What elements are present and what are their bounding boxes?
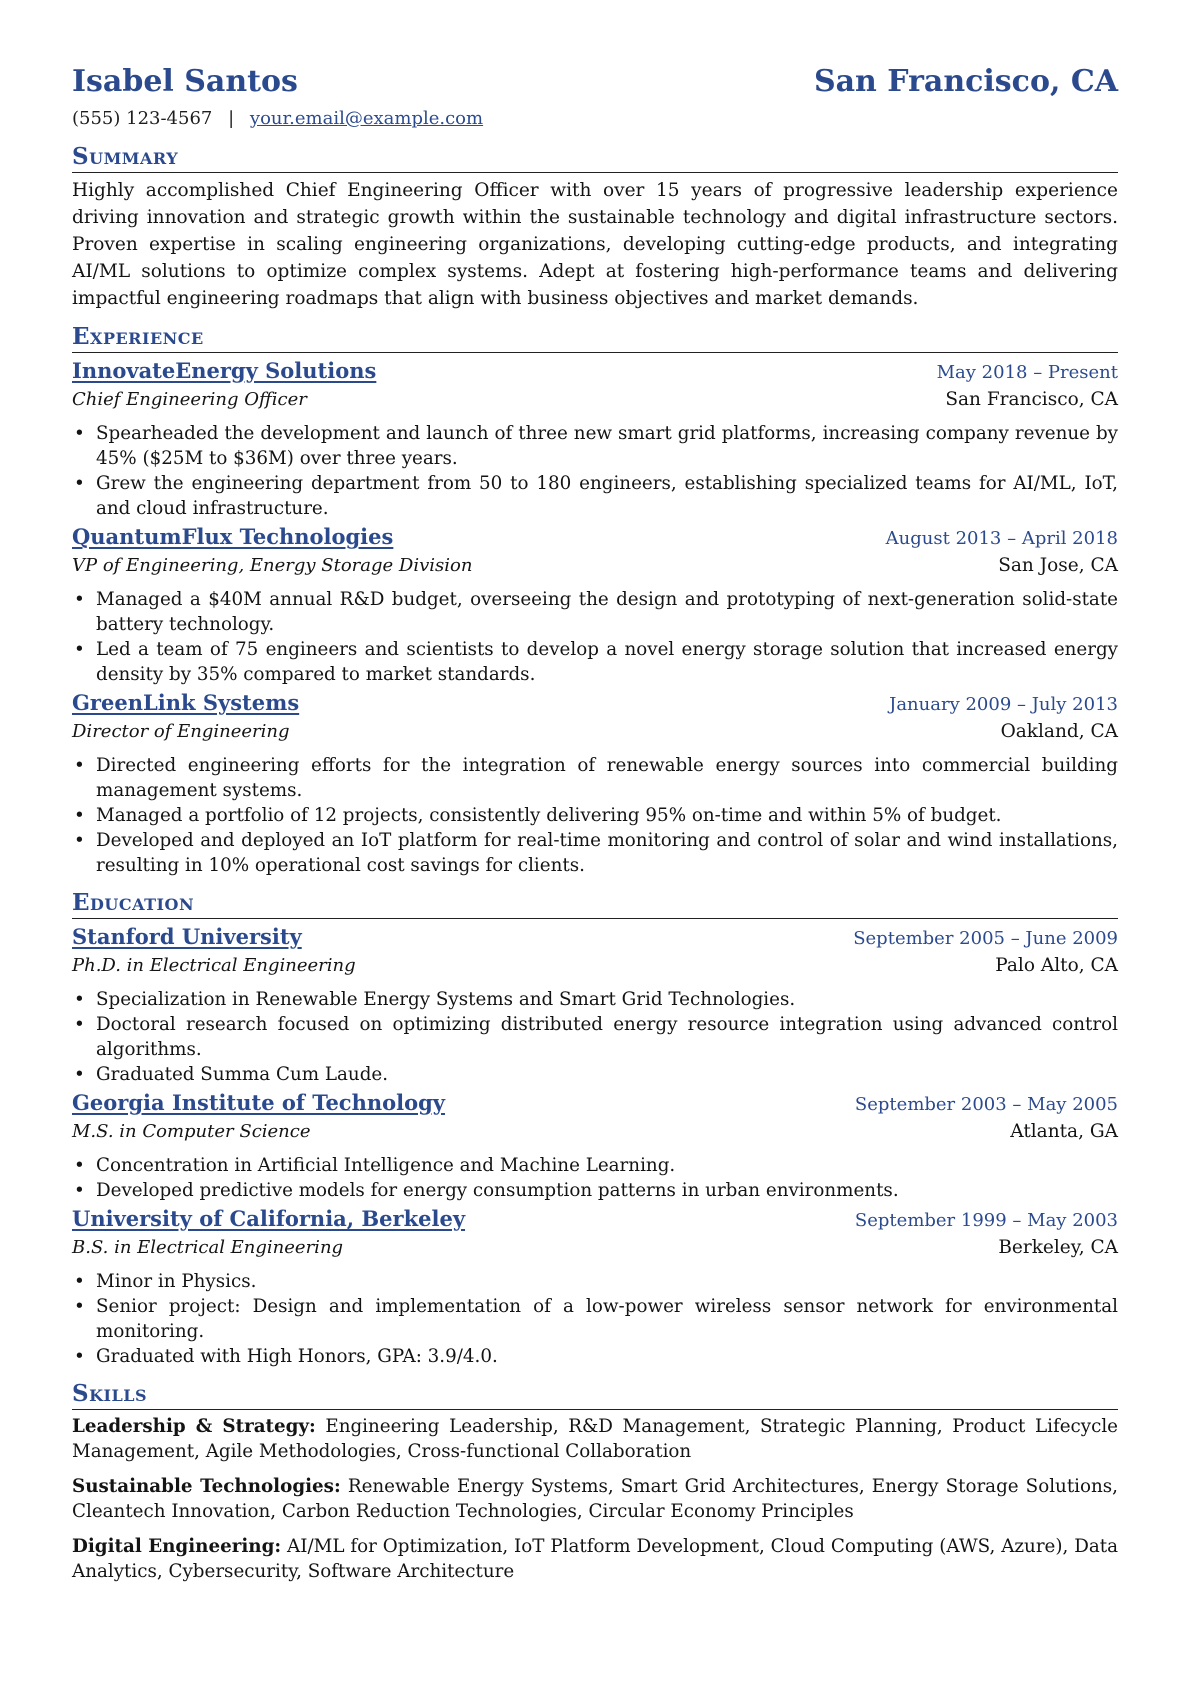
degree: M.S. in Computer Science — [72, 1121, 311, 1142]
job-bullets — [72, 421, 1118, 521]
job-title: Chief Engineering Officer — [72, 389, 307, 410]
job-bullets — [72, 753, 1118, 878]
bullet-item: • Grew the engineering department from 50 to 180 engineers, establishing specialized teams for AI/ML, IoT, and cloud infrastructure. — [96, 471, 1118, 521]
job-location: Oakland, CA — [1000, 721, 1118, 742]
company-link[interactable]: QuantumFlux Technologies — [72, 524, 394, 549]
bullet-item: • Minor in Physics. — [96, 1269, 1118, 1294]
bullet-item: • Managed a portfolio of 12 projects, consistently delivering 95% on-time and within 5% of budget. — [96, 803, 1118, 828]
email-link[interactable]: your.email@example.com — [249, 108, 484, 129]
bullet-item: • Graduated with High Honors, GPA: 3.9/4.0. — [96, 1344, 1118, 1369]
summary-text: Highly accomplished Chief Engineering Officer with over 15 years of progressive leadership experience driving innovation and strategic growth within the sustainable technology and digital infrastructure sectors. Proven expertise in scaling engineering organizations, developing cutting-edge products, and integrating AI/ML solutions to optimize complex systems. Adept at fostering high-performance teams and delivering impactful engineering roadmaps that align with business objectives and market demands. — [72, 180, 1118, 309]
education-entry — [72, 1205, 1118, 1369]
company-link[interactable]: InnovateEnergy Solutions — [72, 358, 377, 383]
skill-group — [72, 1474, 1118, 1524]
skill-category: Sustainable Technologies: — [72, 1476, 341, 1497]
bullet-item: • Spearheaded the development and launch of three new smart grid platforms, increasing company revenue by 45% ($25M to $36M) over three years. — [96, 421, 1118, 471]
bullet-item: • Led a team of 75 engineers and scientists to develop a novel energy storage solution that increased energy density by 35% compared to market standards. — [96, 637, 1118, 687]
bullet-item: • Graduated Summa Cum Laude. — [96, 1062, 1118, 1087]
study-dates: September 2005 – June 2009 — [853, 928, 1118, 949]
job-title: Director of Engineering — [72, 721, 290, 742]
school-location: Atlanta, GA — [1010, 1121, 1118, 1142]
candidate-location: San Francisco, CA — [813, 64, 1118, 99]
contact-separator: | — [228, 108, 235, 129]
degree: B.S. in Electrical Engineering — [72, 1237, 344, 1258]
experience-entry — [72, 357, 1118, 521]
skill-list: Renewable Energy Systems, Smart Grid Architectures, Energy Storage Solutions, Cleantech Innovation, Carbon Reduction Technologies, Circular Economy Principles — [72, 1476, 1118, 1522]
bullet-item: • Developed and deployed an IoT platform for real-time monitoring and control of solar and wind installations, resulting in 10% operational cost savings for clients. — [96, 828, 1118, 878]
bullet-item: • Senior project: Design and implementation of a low-power wireless sensor network for environmental monitoring. — [96, 1294, 1118, 1344]
study-dates: September 1999 – May 2003 — [854, 1210, 1118, 1231]
section-title-summary: Summary — [72, 142, 1118, 173]
school-link[interactable]: Georgia Institute of Technology — [72, 1090, 446, 1115]
bullet-item: • Directed engineering efforts for the integration of renewable energy sources into commercial building management systems. — [96, 753, 1118, 803]
skill-category: Leadership & Strategy: — [72, 1416, 316, 1437]
job-dates: January 2009 – July 2013 — [889, 694, 1118, 715]
education-bullets — [72, 987, 1118, 1087]
skill-group — [72, 1414, 1118, 1464]
section-title-skills: Skills — [72, 1379, 1118, 1410]
skill-list: Engineering Leadership, R&D Management, Strategic Planning, Product Lifecycle Management, Agile Methodologies, Cross-functional Collaboration — [72, 1416, 1119, 1462]
job-dates: May 2018 – Present — [936, 362, 1118, 383]
job-bullets — [72, 587, 1118, 687]
bullet-item: • Specialization in Renewable Energy Systems and Smart Grid Technologies. — [96, 987, 1118, 1012]
job-title: VP of Engineering, Energy Storage Division — [72, 555, 473, 576]
study-dates: September 2003 – May 2005 — [854, 1094, 1118, 1115]
bullet-item: • Doctoral research focused on optimizing distributed energy resource integration using advanced control algorithms. — [96, 1012, 1118, 1062]
section-title-education: Education — [72, 888, 1118, 919]
education-entry — [72, 923, 1118, 1087]
education-bullets — [72, 1269, 1118, 1369]
school-link[interactable]: Stanford University — [72, 924, 302, 949]
skill-category: Digital Engineering: — [72, 1536, 282, 1557]
candidate-name: Isabel Santos — [72, 64, 298, 99]
section-title-experience: Experience — [72, 322, 1118, 353]
bullet-item: • Concentration in Artificial Intelligence and Machine Learning. — [96, 1153, 1118, 1178]
contact-line — [72, 106, 1118, 132]
experience-entry — [72, 523, 1118, 687]
school-link[interactable]: University of California, Berkeley — [72, 1206, 466, 1231]
job-dates: August 2013 – April 2018 — [885, 528, 1118, 549]
company-link[interactable]: GreenLink Systems — [72, 690, 300, 715]
bullet-item: • Managed a $40M annual R&D budget, overseeing the design and prototyping of next-generation solid-state battery technology. — [96, 587, 1118, 637]
phone-number: (555) 123-4567 — [72, 108, 213, 129]
bullet-item: • Developed predictive models for energy consumption patterns in urban environments. — [96, 1178, 1118, 1203]
job-location: San Francisco, CA — [945, 389, 1118, 410]
school-location: Palo Alto, CA — [995, 955, 1118, 976]
resume-header — [72, 64, 1118, 100]
skill-group — [72, 1534, 1118, 1584]
skill-list: AI/ML for Optimization, IoT Platform Development, Cloud Computing (AWS, Azure), Data Analytics, Cybersecurity, Software Architecture — [72, 1536, 1119, 1582]
school-location: Berkeley, CA — [998, 1237, 1118, 1258]
education-entry — [72, 1089, 1118, 1203]
education-bullets — [72, 1153, 1118, 1203]
job-location: San Jose, CA — [998, 555, 1118, 576]
degree: Ph.D. in Electrical Engineering — [72, 955, 356, 976]
experience-entry — [72, 689, 1118, 878]
